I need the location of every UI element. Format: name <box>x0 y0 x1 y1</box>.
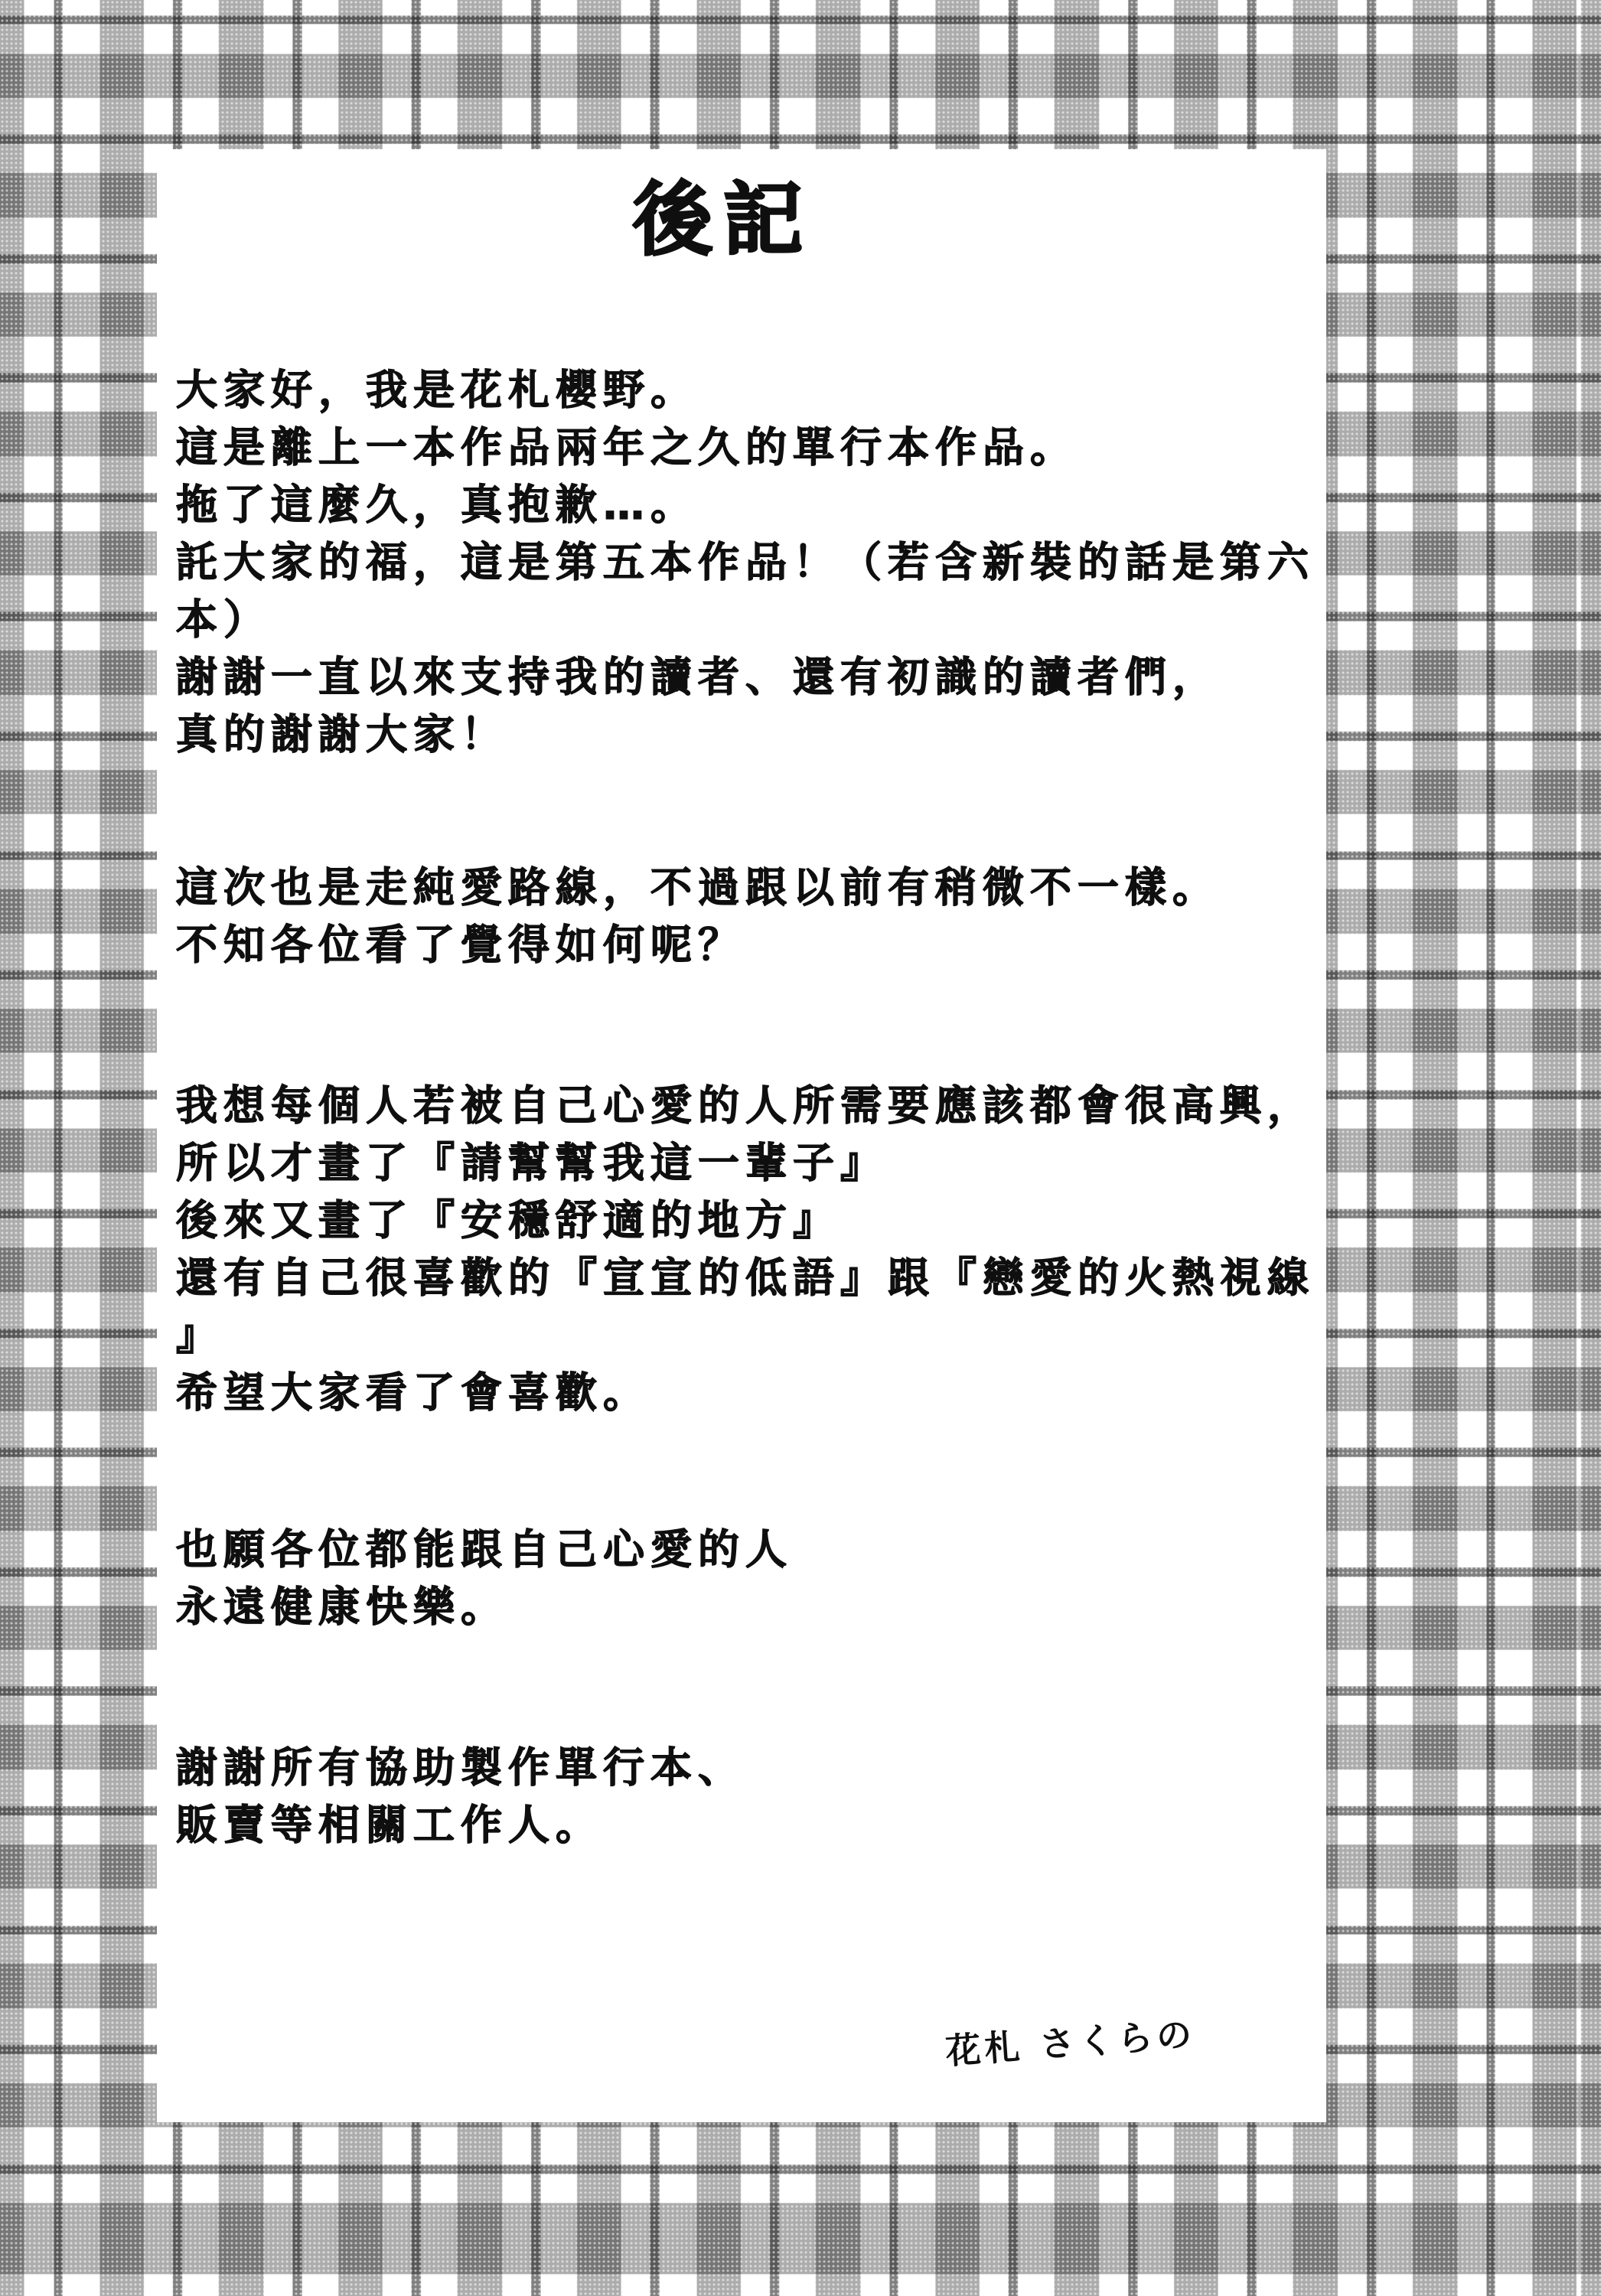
afterword-paragraph-3 <box>176 1077 1316 1421</box>
text-line: 販賣等相關工作人。 <box>176 1801 603 1849</box>
author-signature: 花札 さくらの <box>944 2013 1197 2073</box>
text-line: 本） <box>176 595 271 644</box>
text-line: 大家好，我是花札櫻野。 <box>176 366 698 414</box>
afterword-paragraph-5 <box>176 1739 1316 1854</box>
page-title: 後記 <box>632 173 814 266</box>
text-line: 希望大家看了會喜歡。 <box>176 1368 651 1417</box>
afterword-paragraph-2 <box>176 859 1316 974</box>
text-line: 所以才畫了『請幫幫我這一輩子』 <box>176 1139 888 1187</box>
text-line: 還有自己很喜歡的『宣宣的低語』跟『戀愛的火熱視線 <box>176 1254 1315 1302</box>
text-line: 』 <box>176 1311 223 1359</box>
text-line: 謝謝一直以來支持我的讀者、還有初識的讀者們， <box>176 653 1220 701</box>
text-line: 這次也是走純愛路線，不過跟以前有稍微不一樣。 <box>176 863 1220 912</box>
text-line: 永遠健康快樂。 <box>176 1583 508 1631</box>
text-line: 不知各位看了覺得如何呢？ <box>176 921 745 969</box>
text-line: 真的謝謝大家！ <box>176 710 508 758</box>
afterword-paragraph-1 <box>176 361 1316 763</box>
text-line: 託大家的福，這是第五本作品！（若含新裝的話是第六 <box>176 538 1315 586</box>
text-line: 也願各位都能跟自己心愛的人 <box>176 1525 793 1574</box>
text-line: 後來又畫了『安穩舒適的地方』 <box>176 1196 840 1244</box>
afterword-paragraph-4 <box>176 1521 1316 1636</box>
text-line: 拖了這麼久，真抱歉…。 <box>176 481 698 529</box>
content-area <box>157 149 1326 2122</box>
text-line: 謝謝所有協助製作單行本、 <box>176 1743 745 1792</box>
text-line: 我想每個人若被自己心愛的人所需要應該都會很高興， <box>176 1081 1315 1130</box>
text-line: 這是離上一本作品兩年之久的單行本作品。 <box>176 423 1078 471</box>
